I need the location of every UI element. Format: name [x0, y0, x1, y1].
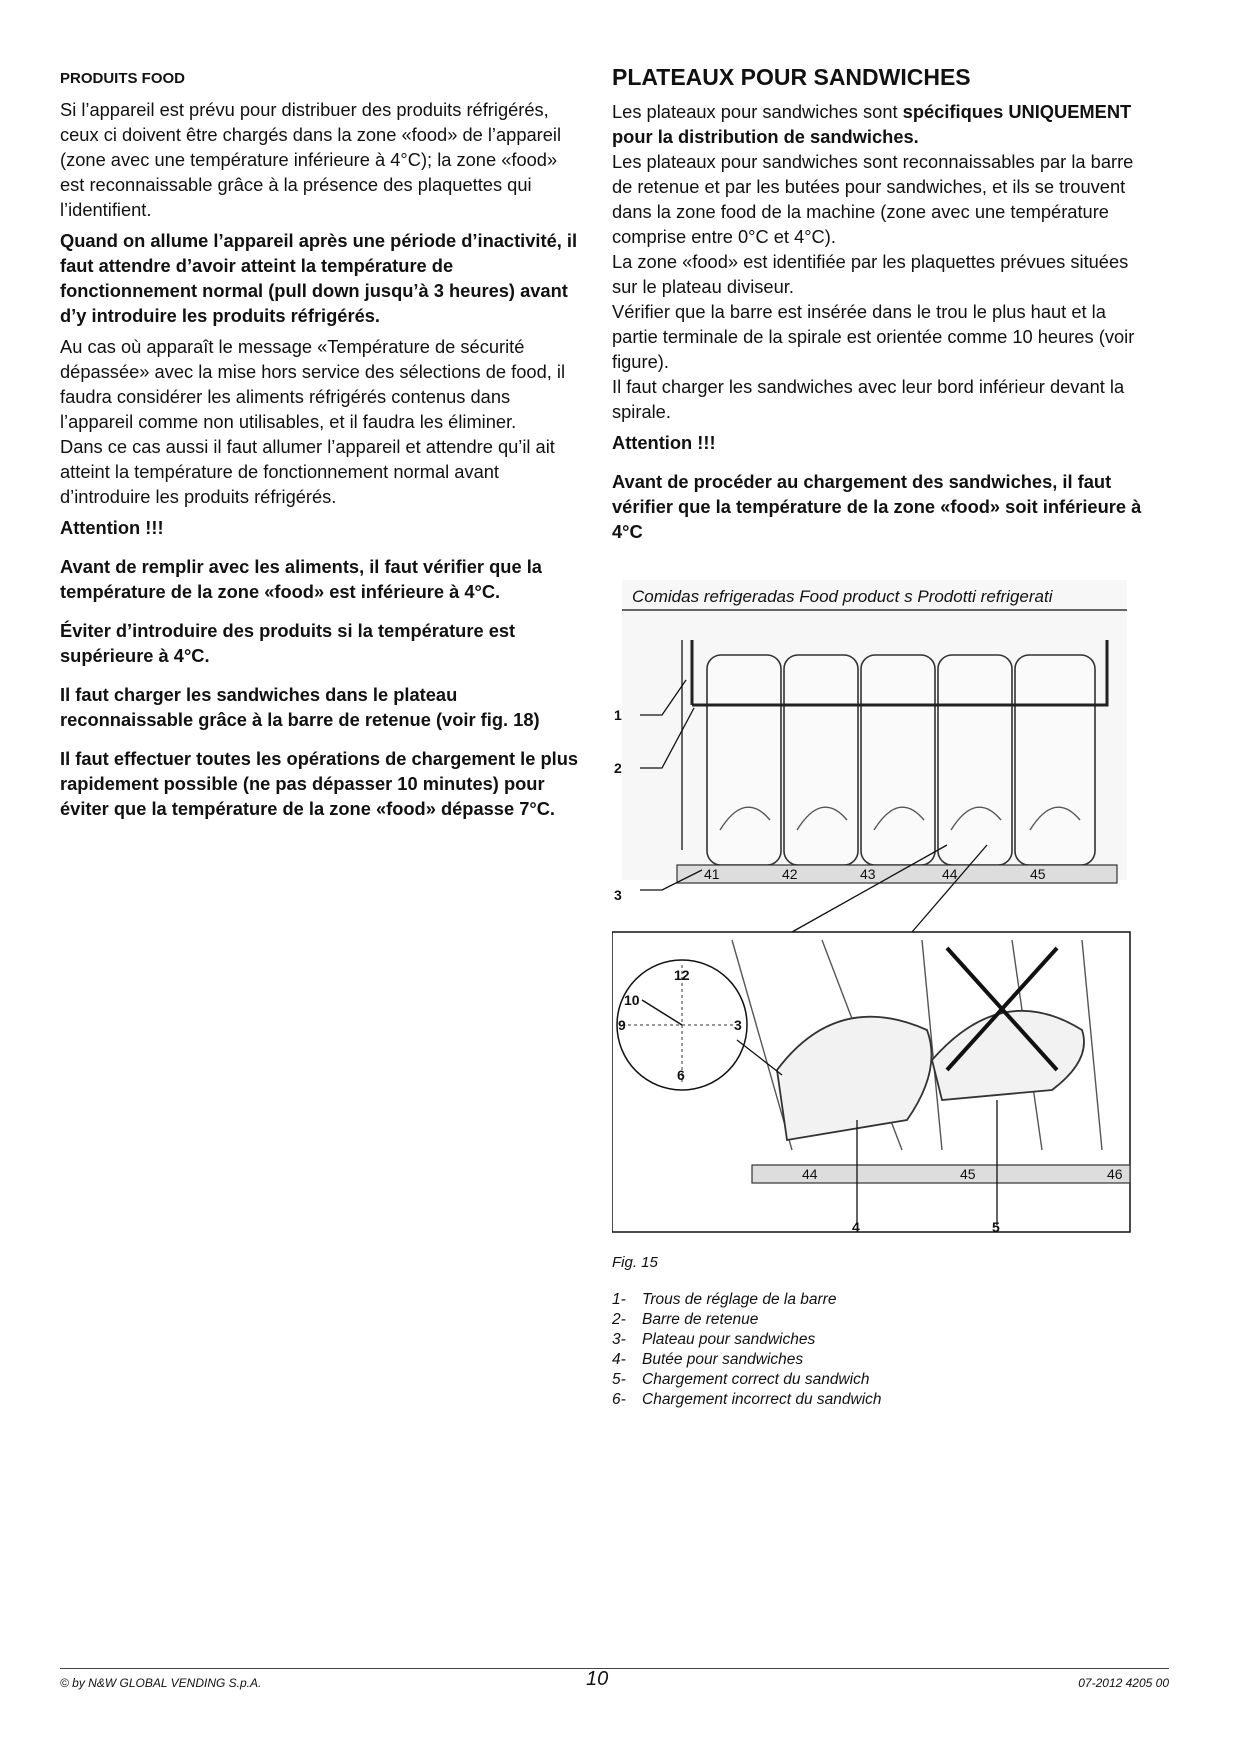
paragraph: La zone «food» est identifiée par les plaquettes prévues situées sur le plateau diviseur. [612, 251, 1129, 297]
clock-6: 6 [677, 1067, 685, 1083]
legend-item: 2- Barre de retenue [612, 1311, 759, 1328]
clock-9: 9 [618, 1017, 626, 1033]
paragraph: Dans ce cas aussi il faut allumer l’appareil et attendre qu’il ait atteint la température de fonctionnement normal avant d’introduire les produits réfrigérés. [60, 436, 555, 507]
paragraph [612, 99, 1142, 149]
callout-3: 3 [614, 887, 622, 903]
legend-item: 3- Plateau pour sandwiches [612, 1331, 816, 1348]
tray-illustration [612, 580, 1132, 1240]
bold-paragraph: Il faut charger les sandwiches dans le plateau reconnaissable grâce à la barre de retenue (voir fig. 18) [60, 684, 540, 730]
slot-label: 46 [1107, 1166, 1123, 1182]
bold-paragraph: Quand on allume l’appareil après une période d’inactivité, il faut attendre d’avoir atteint la température de fonctionnement normal (pull down jusqu’à 3 heures) avant d’y introduire les produits réfrigérés. [60, 230, 578, 326]
callout-2: 2 [614, 760, 622, 776]
bold-paragraph: Avant de procéder au chargement des sandwiches, il faut vérifier que la température de la zone «food» soit inférieure à 4°C [612, 471, 1142, 542]
left-column [60, 70, 580, 835]
footer-divider [60, 1668, 1169, 1669]
slot-label: 43 [860, 866, 876, 882]
bold-paragraph: Avant de remplir avec les aliments, il faut vérifier que la température de la zone «food» est inférieure à 4°C. [60, 556, 542, 602]
callout-4: 4 [852, 1219, 860, 1235]
clock-3: 3 [734, 1017, 742, 1033]
legend-item: 1- Trous de réglage de la barre [612, 1291, 837, 1308]
document-code: 07-2012 4205 00 [1078, 1676, 1169, 1690]
paragraph: Les plateaux pour sandwiches sont reconnaissables par la barre de retenue et par les butées pour sandwiches, et ils se trouvent dans la zone food de la machine (zone avec une température comprise entre 0°C et 4°C). [612, 151, 1134, 247]
bold-paragraph: Éviter d’introduire des produits si la température est supérieure à 4°C. [60, 620, 516, 666]
paragraph: Au cas où apparaît le message «Température de sécurité dépassée» avec la mise hors service des sélections de food, il faudra considérer les aliments réfrigérés contenus dans l’appareil comme non utilisables, et il faudra les éliminer. [60, 336, 566, 432]
legend-item: 4- Butée pour sandwiches [612, 1351, 804, 1368]
text-bold: spécifiques UNIQUEMENT pour la distribution de sandwiches. [612, 101, 1132, 147]
slot-label: 41 [704, 866, 720, 882]
detail-view [612, 932, 1130, 1235]
paragraph: Si l’appareil est prévu pour distribuer des produits réfrigérés, ceux ci doivent être chargés dans la zone «food» de l’appareil (zone avec une température inférieure à 4°C); la zone «food» est reconnaissable grâce à la présence des plaquettes qui l’identifient. [60, 99, 562, 220]
figure-legend [612, 1290, 882, 1410]
text-normal: Les plateaux pour sandwiches sont [612, 101, 903, 122]
slot-label: 44 [802, 1166, 818, 1182]
clock-12: 12 [674, 967, 690, 983]
slot-label: 45 [1030, 866, 1046, 882]
bold-paragraph: Il faut effectuer toutes les opérations de chargement le plus rapidement possible (ne pas dépasser 10 minutes) pour éviter que la température de la zone «food» dépasse 7°C. [60, 748, 579, 819]
clock-10: 10 [624, 992, 640, 1008]
attention-label: Attention !!! [60, 517, 164, 538]
attention-label: Attention !!! [612, 432, 716, 453]
section-heading-food: PRODUITS FOOD [60, 70, 186, 87]
legend-item: 5- Chargement correct du sandwich [612, 1371, 870, 1388]
tray-photo [614, 580, 1127, 932]
footer-copyright: © by N&W GLOBAL VENDING S.p.A. [60, 1676, 262, 1690]
slot-label: 42 [782, 866, 798, 882]
callout-5: 5 [992, 1219, 1000, 1235]
legend-item: 6- Chargement incorrect du sandwich [612, 1391, 882, 1408]
callout-1: 1 [614, 707, 622, 723]
paragraph: Il faut charger les sandwiches avec leur bord inférieur devant la spirale. [612, 376, 1125, 422]
page-number: 10 [586, 1668, 609, 1690]
slot-label: 45 [960, 1166, 976, 1182]
right-column [612, 64, 1142, 550]
figure-caption: Fig. 15 [612, 1254, 658, 1271]
slot-label: 44 [942, 866, 958, 882]
paragraph: Vérifier que la barre est insérée dans le trou le plus haut et la partie terminale de la spirale est orientée comme 10 heures (voir figure). [612, 301, 1135, 372]
section-heading-sandwich-trays: PLATEAUX POUR SANDWICHES [612, 64, 971, 90]
food-banner: Comidas refrigeradas Food product s Prodotti refrigerati [632, 587, 1053, 606]
figure-15 [612, 580, 1132, 1245]
